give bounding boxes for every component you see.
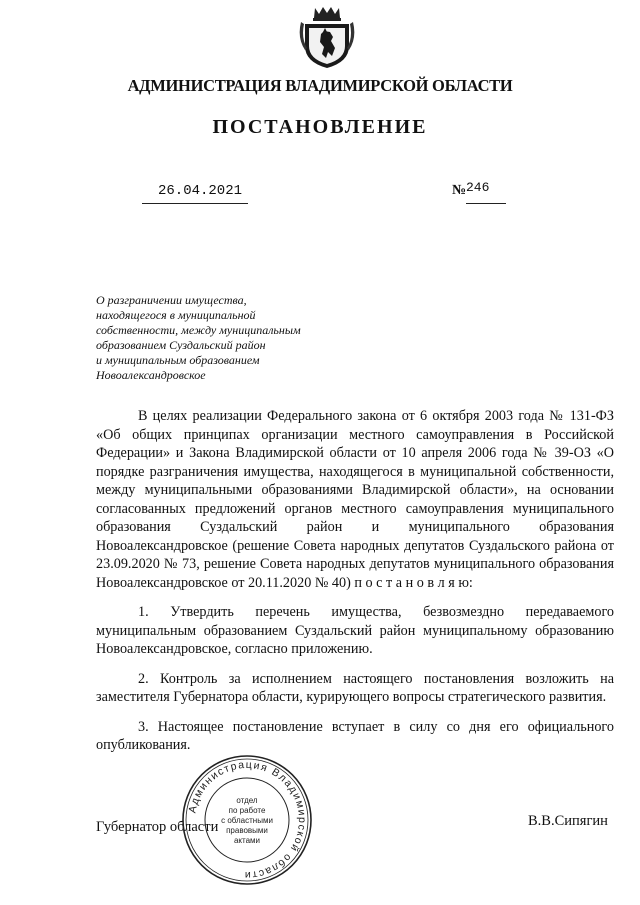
document-type-title: ПОСТАНОВЛЕНИЕ [212,116,428,138]
subject-line: собственности, между муниципальным [96,323,301,337]
signatory-position: Губернатор области [96,819,219,835]
number-sign: № [452,183,467,198]
subject-line: О разграничении имущества, [96,293,247,307]
subject-line: и муниципальным образованием [96,353,260,367]
document-subject [96,293,356,383]
coat-of-arms-emblem [299,4,355,70]
official-stamp [180,753,314,887]
stamp-inner-line: отдел [236,796,258,805]
subject-line: Новоалександровское [96,368,206,382]
stamp-outer-text: Администрация Владимирской области [186,758,309,882]
organization-title: АДМИНИСТРАЦИЯ ВЛАДИМИРСКОЙ ОБЛАСТИ [127,76,513,95]
date-underline [142,203,248,204]
stamp-inner-line: по работе [228,806,266,815]
item-3-paragraph: 3. Настоящее постановление вступает в силу со дня его официального опубликования. [96,718,614,753]
preamble-paragraph: В целях реализации Федерального закона от 6 октября 2003 года № 131-ФЗ «Об общих принципах организации местного самоуправления в Российской Федерации» и Закона Владимирской области от 10 апреля 2006 года № 39-ОЗ «О порядке разграничения имущества, находящегося в муниципальной собственности, между муниципальными образованиями Владимирской области», на основании согласованных предложений органов местного самоуправления муниципального образования Суздальский район и муниципального образования Новоалександровское (решение Совета народных депутатов Суздальского района от 23.09.2020 № 73, решение Совета народных депутатов муниципального образования Новоалександровское от 20.11.2020 № 40) п о с т а н о в л я ю: [96,408,614,591]
stamp-inner-line: правовыми [226,826,268,835]
document-body [96,407,614,766]
stamp-inner-line: с областными [221,816,273,825]
subject-line: образованием Суздальский район [96,338,266,352]
number-underline [466,203,506,204]
subject-line: находящегося в муниципальной [96,308,256,322]
item-1-paragraph: 1. Утвердить перечень имущества, безвозмездно передаваемого муниципальным образованием Суздальский район муниципальному образованию Новоалександровское, согласно приложению. [96,604,614,657]
item-2-paragraph: 2. Контроль за исполнением настоящего постановления возложить на заместителя Губернатора области, курирующего вопросы стратегического развития. [96,670,614,705]
document-number: 246 [466,180,490,195]
stamp-inner-line: актами [233,836,261,845]
document-date: 26.04.2021 [158,183,243,199]
signatory-name: В.В.Сипягин [528,813,608,829]
